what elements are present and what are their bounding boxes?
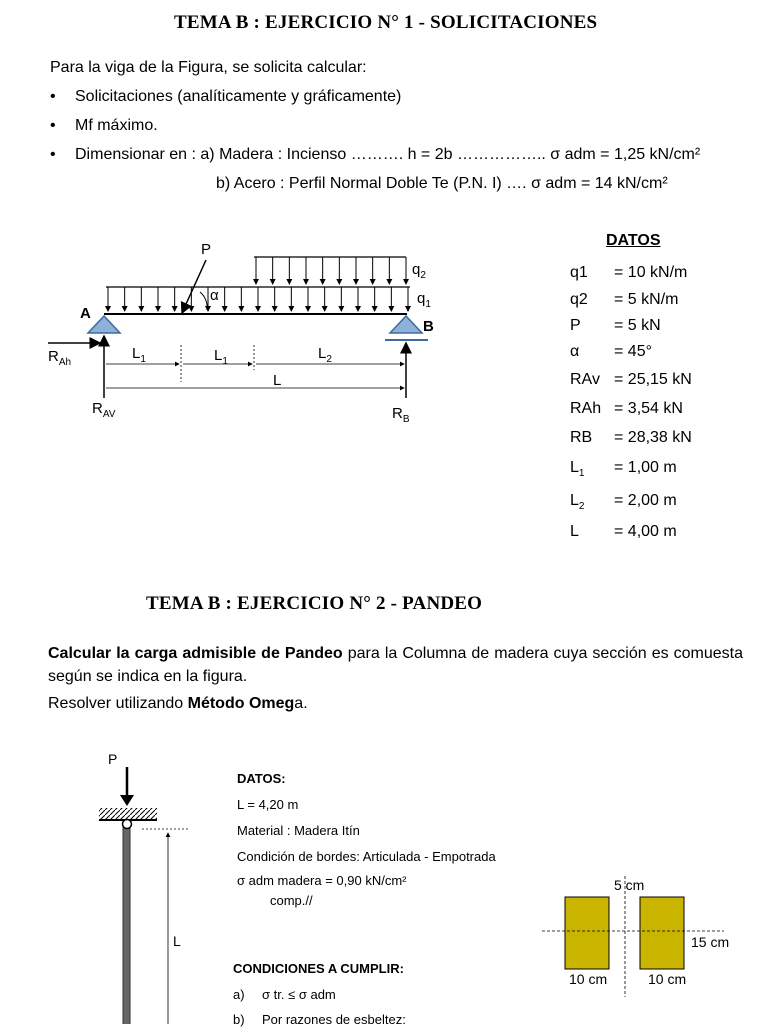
- ex2-dato-comp: comp.//: [270, 893, 313, 908]
- ex1-dato-value: = 1,00 m: [614, 459, 677, 476]
- beam-figure: [40, 230, 440, 440]
- ex2-para1-bold: Calcular la carga admisible de Pandeo: [48, 645, 343, 662]
- ex2-dato-sigma: σ adm madera = 0,90 kN/cm²: [237, 873, 407, 888]
- column-label-l: L: [173, 933, 181, 949]
- ex2-dato-l: L = 4,20 m: [237, 797, 299, 812]
- label-l: L: [273, 372, 282, 389]
- ex1-dato-label: RAv: [570, 371, 600, 388]
- ex1-dato-row: [570, 459, 677, 479]
- ex2-dato-bordes: Condición de bordes: Articulada - Empotrada: [237, 849, 496, 864]
- bullet-dot: •: [50, 117, 56, 134]
- ex2-para2-post: a.: [294, 695, 308, 712]
- section-dim-10-right: 10 cm: [648, 971, 687, 987]
- section-dim-10-left: 10 cm: [569, 971, 608, 987]
- q1-load-arrows: [105, 287, 411, 312]
- ex1-dato-value: = 10 kN/m: [614, 264, 688, 281]
- label-q2: $q_2$: [412, 261, 426, 281]
- ex1-dato-row: [570, 492, 677, 512]
- bullet-dimensionar: Dimensionar en : a) Madera : Incienso ………. h = 2b …………….. σ adm = 1,25 kN/cm²: [75, 146, 701, 163]
- ex1-dato-value: = 45°: [614, 343, 652, 360]
- ex1-dato-row: [570, 291, 678, 309]
- ex1-dato-value: = 28,38 kN: [614, 429, 692, 446]
- ex1-dato-label: q1: [570, 264, 588, 281]
- ex2-cond-b-text: Por razones de esbeltez:: [262, 1012, 406, 1027]
- label-alpha: α: [210, 287, 219, 304]
- ex1-dato-label: $L_2$: [570, 492, 585, 513]
- bullet-mf: Mf máximo.: [75, 117, 158, 134]
- section-plank-right: [640, 897, 684, 969]
- label-b: B: [423, 318, 434, 335]
- ex1-dato-value: = 5 kN: [614, 317, 661, 334]
- column-figure: [90, 745, 220, 1024]
- label-rb: $R_B$: [392, 405, 410, 425]
- label-l1-a: $L_1$: [132, 345, 146, 365]
- bullet-dot: •: [50, 146, 56, 163]
- ex1-dato-label: $L_1$: [570, 459, 585, 480]
- ex1-dato-row: [570, 264, 687, 282]
- bullet-solicitaciones: Solicitaciones (analíticamente y gráficamente): [75, 88, 402, 105]
- ex1-dato-label: RB: [570, 429, 593, 446]
- column-label-p: P: [108, 751, 118, 767]
- bullet-acero: b) Acero : Perfil Normal Doble Te (P.N. I) …. σ adm = 14 kN/cm²: [216, 175, 668, 192]
- ex1-dato-value: = 25,15 kN: [614, 371, 692, 388]
- section-dim-15: 15 cm: [691, 934, 730, 950]
- ex1-dato-row: [570, 343, 652, 361]
- support-a-icon: [88, 316, 120, 333]
- label-l2: $L_2$: [318, 345, 332, 365]
- ex1-dato-row: [570, 317, 661, 335]
- ex1-dato-value: = 5 kN/m: [614, 291, 679, 308]
- ex2-cond-a-text: σ tr. ≤ σ adm: [262, 987, 336, 1002]
- ex2-para1-rest: para la Columna de madera cuya sección es comuesta según se indica en la figura.: [48, 645, 744, 685]
- label-a: A: [80, 305, 91, 322]
- ex2-para2-pre: Resolver utilizando: [48, 695, 188, 712]
- ex1-datos-title: DATOS: [606, 232, 661, 249]
- ex2-paragraph: [48, 642, 743, 688]
- ex1-dato-value: = 3,54 kN: [614, 400, 683, 417]
- label-l1-b: $L_1$: [214, 347, 228, 367]
- ex1-dato-row: [570, 371, 692, 389]
- q2-load-arrows: [253, 257, 409, 285]
- ex2-dato-material: Material : Madera Itín: [237, 823, 360, 838]
- ex1-dato-label: RAh: [570, 400, 602, 417]
- ex1-title: TEMA B : EJERCICIO N° 1 - SOLICITACIONES: [174, 12, 598, 33]
- ex1-dato-label: q2: [570, 291, 588, 308]
- column-shaft: [123, 825, 130, 1024]
- label-q1: $q_1$: [417, 290, 431, 310]
- ex2-cond-b-mark: b): [233, 1012, 245, 1027]
- ex1-dato-row: [570, 523, 677, 541]
- label-rav: $R_{AV}$: [92, 400, 116, 420]
- ex1-dato-label: L: [570, 523, 579, 540]
- section-plank-left: [565, 897, 609, 969]
- ex2-cond-title: CONDICIONES A CUMPLIR:: [233, 961, 404, 976]
- bullet-dot: •: [50, 88, 56, 105]
- label-rah: $R_{Ah}$: [48, 348, 72, 368]
- cross-section-figure: [538, 872, 748, 1002]
- ex2-para2-bold: Método Omeg: [187, 695, 295, 712]
- ex1-dato-row: [570, 400, 683, 418]
- ex2-datos-title: DATOS:: [237, 771, 286, 786]
- ex2-method-line: [48, 695, 308, 713]
- section-dim-5: 5 cm: [614, 877, 645, 893]
- ex1-dato-value: = 4,00 m: [614, 523, 677, 540]
- ex2-cond-a-mark: a): [233, 987, 245, 1002]
- ex1-dato-row: [570, 429, 692, 447]
- ex1-intro: Para la viga de la Figura, se solicita calcular:: [50, 59, 367, 76]
- ex1-dato-label: P: [570, 317, 581, 334]
- column-pin-icon: [123, 820, 132, 829]
- support-b-icon: [390, 316, 422, 333]
- label-p: P: [201, 241, 212, 258]
- ex2-title: TEMA B : EJERCICIO N° 2 - PANDEO: [146, 593, 483, 614]
- ex1-dato-label: α: [570, 343, 580, 360]
- ex1-dato-value: = 2,00 m: [614, 492, 677, 509]
- column-top-support: [99, 808, 157, 820]
